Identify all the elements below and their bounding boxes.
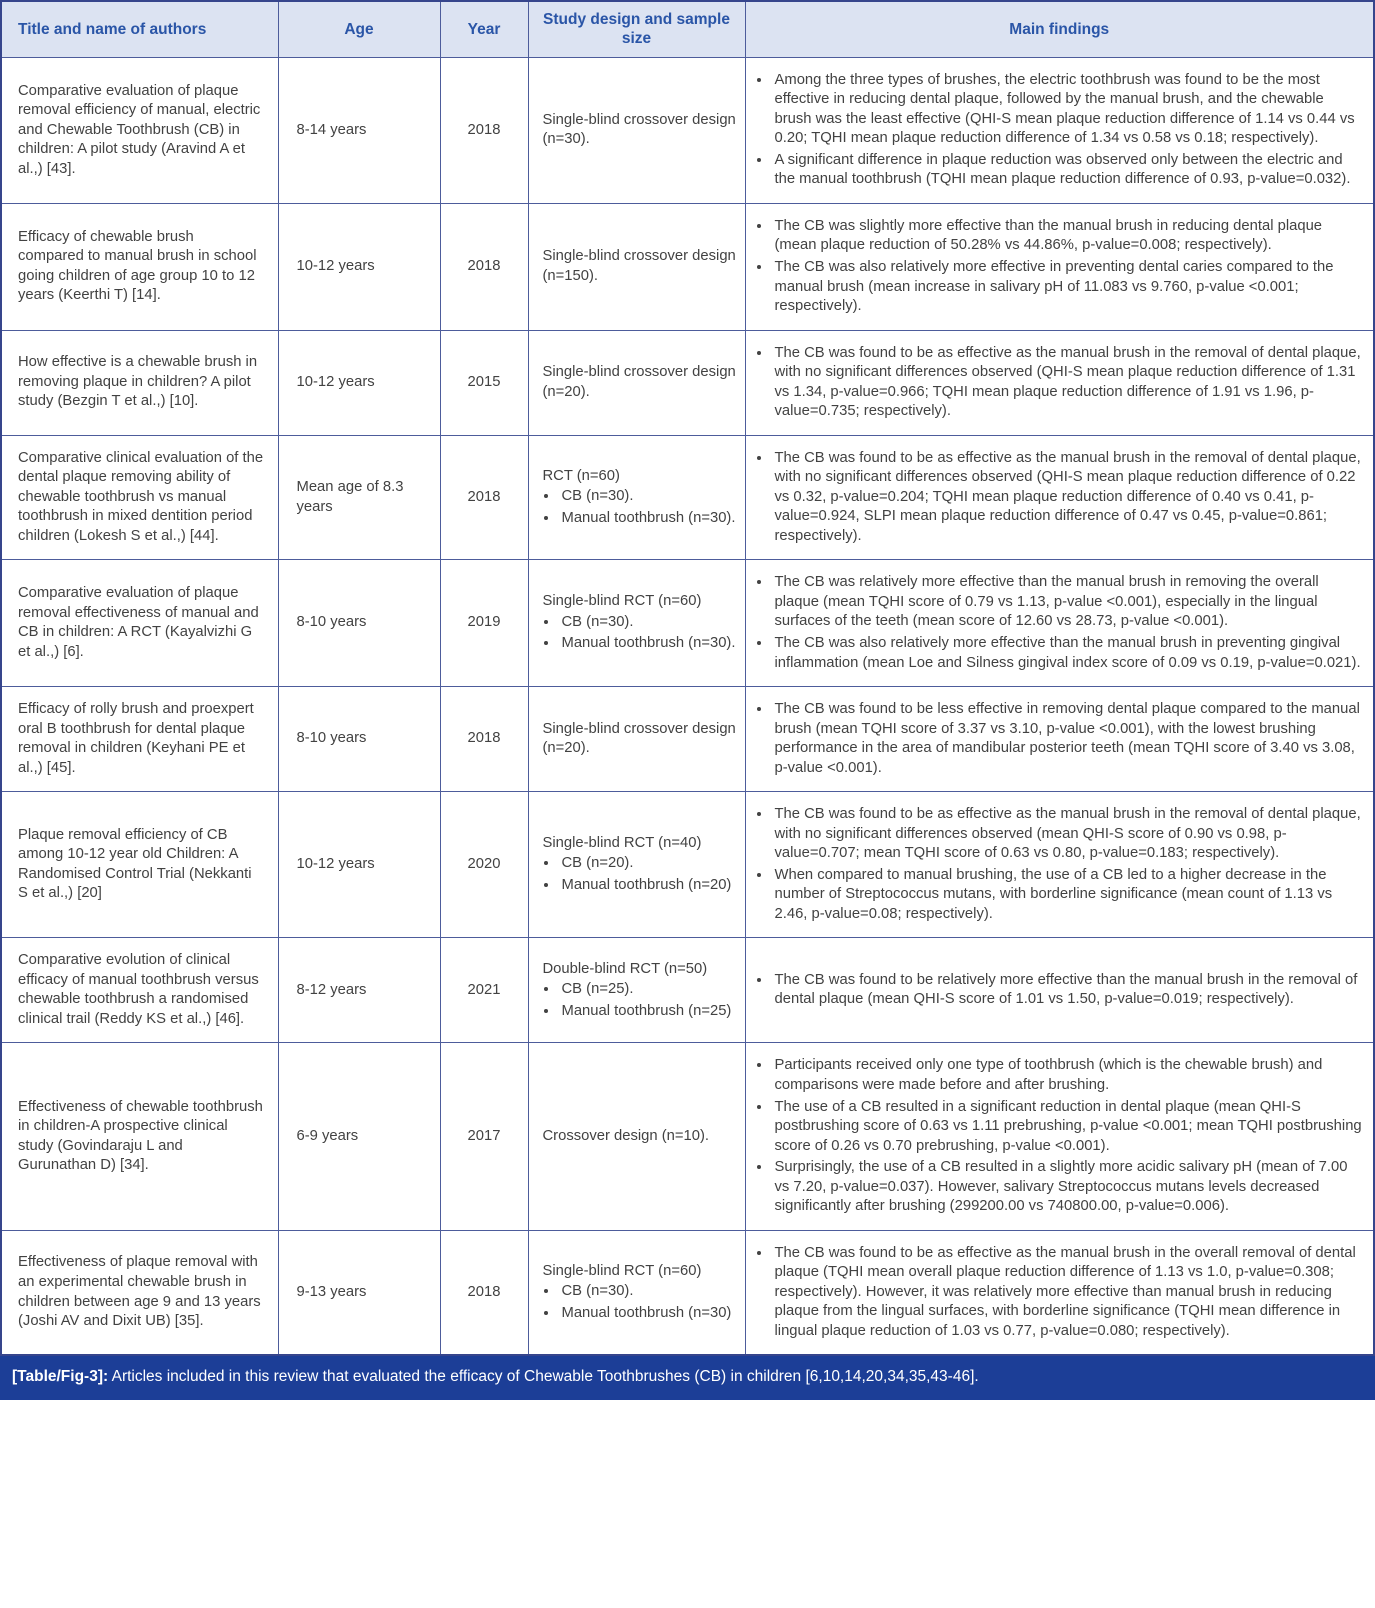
findings-cell [745, 57, 1374, 203]
study-arms-list [543, 487, 737, 528]
findings-list [754, 971, 1364, 1010]
study-design-text: RCT (n=60) [542, 467, 620, 484]
study-arms-list [543, 980, 737, 1021]
table-row [1, 57, 1374, 203]
table-row [1, 203, 1374, 330]
age-cell: 8-10 years [278, 687, 440, 792]
age-cell: 10-12 years [278, 203, 440, 330]
study-design-text: Crossover design (n=10). [542, 1127, 710, 1144]
table-row [1, 1230, 1374, 1355]
study-arm-item: • Manual toothbrush (n=30). [559, 634, 737, 654]
study-design-cell [528, 560, 745, 687]
study-design-text: Double-blind RCT (n=50) [542, 960, 708, 977]
age-cell: 6-9 years [278, 1043, 440, 1230]
study-design-cell [528, 687, 745, 792]
year-cell: 2021 [440, 938, 528, 1043]
age-cell: Mean age of 8.3 years [278, 435, 440, 560]
study-arm-item: • Manual toothbrush (n=30) [559, 1304, 737, 1324]
caption-text: Articles included in this review that evaluated the efficacy of Chewable Toothbrushes (CB) in children [6,10,14,20,34,35,43-46]. [111, 1368, 979, 1386]
study-arm-item: • CB (n=20). [559, 854, 737, 874]
table-row [1, 938, 1374, 1043]
study-arm-item: • CB (n=30). [559, 487, 737, 507]
finding-item: • The CB was found to be as effective as the manual brush in the overall removal of dental plaque (TQHI mean overall plaque reduction difference of 1.13 vs 1.0, p-value=0.308; respectively). However, it was relatively more effective than manual brush in reducing plaque from the lingual surfaces, with borderline significance (TQHI mean difference in lingual plaque reduction of 1.03 vs 0.77, p-value=0.080; respectively). [772, 1244, 1364, 1342]
finding-item: • The CB was also relatively more effective in preventing dental caries compared to the manual brush (mean increase in salivary pH of 11.083 vs 9.760, p-value <0.001; respectively). [772, 258, 1364, 317]
study-design-text: Single-blind RCT (n=60) [542, 593, 702, 610]
finding-item: • Among the three types of brushes, the electric toothbrush was found to be the most effective in reducing dental plaque, followed by the manual brush, and the chewable brush was the least effective (QHI-S mean plaque reduction difference of 1.14 vs 0.44 vs 0.20; TQHI mean plaque reduction difference of 1.34 vs 0.58 vs 0.18; respectively). [772, 71, 1364, 149]
finding-item: • Participants received only one type of toothbrush (which is the chewable brush) and comparisons were made before and after brushing. [772, 1056, 1364, 1095]
finding-item: • The CB was also relatively more effective than the manual brush in preventing gingival inflammation (mean Loe and Silness gingival index score of 0.09 vs 0.19, p-value=0.021). [772, 634, 1364, 673]
findings-list [754, 1056, 1364, 1216]
title-cell: Effectiveness of chewable toothbrush in children-A prospective clinical study (Govindaraju L and Gurunathan D) [34]. [1, 1043, 278, 1230]
findings-cell [745, 203, 1374, 330]
title-cell: Efficacy of chewable brush compared to manual brush in school going children of age group 10 to 12 years (Keerthi T) [14]. [1, 203, 278, 330]
table-row [1, 1043, 1374, 1230]
year-cell: 2019 [440, 560, 528, 687]
study-design-text: Single-blind RCT (n=60) [542, 1262, 702, 1279]
study-arm-item: • CB (n=30). [559, 1282, 737, 1302]
table-body [1, 57, 1374, 1355]
findings-list [754, 805, 1364, 924]
finding-item: • When compared to manual brushing, the use of a CB led to a higher decrease in the number of Streptococcus mutans, with borderline significance (mean count of 1.13 vs 2.46, p-value=0.08; respectively). [772, 866, 1364, 925]
findings-list [754, 344, 1364, 422]
table-row [1, 560, 1374, 687]
year-cell: 2020 [440, 792, 528, 938]
finding-item: • The CB was found to be relatively more effective than the manual brush in the removal of dental plaque (mean QHI-S score of 1.01 vs 1.50, p-value=0.019; respectively). [772, 971, 1364, 1010]
study-arm-item: • CB (n=25). [559, 980, 737, 1000]
study-design-text: Single-blind crossover design (n=20). [542, 364, 736, 400]
finding-item: • A significant difference in plaque reduction was observed only between the electric and the manual toothbrush (TQHI mean plaque reduction difference of 0.93, p-value=0.032). [772, 151, 1364, 190]
age-cell: 8-14 years [278, 57, 440, 203]
finding-item: • The CB was found to be as effective as the manual brush in the removal of dental plaque, with no significant differences observed (QHI-S mean plaque reduction difference of 1.31 vs 1.34, p-value=0.966; TQHI mean plaque reduction difference of 1.91 vs 1.96, p-value=0.735; respectively). [772, 344, 1364, 422]
age-cell: 10-12 years [278, 792, 440, 938]
study-arms-list [543, 1282, 737, 1323]
title-cell: Plaque removal efficiency of CB among 10-12 year old Children: A Randomised Control Trial (Nekkanti S et al.,) [20] [1, 792, 278, 938]
findings-list [754, 449, 1364, 547]
year-cell: 2018 [440, 57, 528, 203]
finding-item: • The CB was relatively more effective than the manual brush in removing the overall plaque (mean TQHI score of 0.79 vs 1.13, p-value <0.001), especially in the lingual surfaces of the teeth (mean score of 12.60 vs 28.73, p-value <0.001). [772, 573, 1364, 632]
findings-list [754, 217, 1364, 317]
title-cell: Efficacy of rolly brush and proexpert oral B toothbrush for dental plaque removal in children (Keyhani PE et al.,) [45]. [1, 687, 278, 792]
study-arm-item: • CB (n=30). [559, 613, 737, 633]
findings-cell [745, 560, 1374, 687]
study-arm-item: • Manual toothbrush (n=30). [559, 509, 737, 529]
findings-list [754, 573, 1364, 673]
findings-cell [745, 1230, 1374, 1355]
study-design-cell [528, 1230, 745, 1355]
title-cell: Comparative evolution of clinical efficacy of manual toothbrush versus chewable toothbrush a randomised clinical trail (Reddy KS et al.,) [46]. [1, 938, 278, 1043]
findings-list [754, 1244, 1364, 1342]
year-cell: 2018 [440, 435, 528, 560]
study-design-text: Single-blind crossover design (n=20). [542, 720, 736, 757]
year-cell: 2018 [440, 203, 528, 330]
title-cell: Comparative clinical evaluation of the dental plaque removing ability of chewable toothbrush vs manual toothbrush in mixed dentition period children (Lokesh S et al.,) [44]. [1, 435, 278, 560]
study-design-cell [528, 203, 745, 330]
study-design-text: Single-blind crossover design (n=30). [542, 111, 736, 148]
year-cell: 2017 [440, 1043, 528, 1230]
findings-list [754, 700, 1364, 778]
findings-cell [745, 435, 1374, 560]
column-header-title-authors: Title and name of authors [1, 1, 278, 57]
year-cell: 2015 [440, 330, 528, 435]
age-cell: 8-12 years [278, 938, 440, 1043]
year-cell: 2018 [440, 1230, 528, 1355]
table-row [1, 792, 1374, 938]
study-design-text: Single-blind crossover design (n=150). [542, 248, 736, 284]
table-row [1, 330, 1374, 435]
study-design-cell [528, 792, 745, 938]
study-arms-list [543, 613, 737, 654]
title-cell: Effectiveness of plaque removal with an experimental chewable brush in children between age 9 and 13 years (Joshi AV and Dixit UB) [35]. [1, 1230, 278, 1355]
column-header-year: Year [440, 1, 528, 57]
study-design-cell [528, 435, 745, 560]
finding-item: • The CB was found to be less effective in removing dental plaque compared to the manual brush (mean TQHI score of 3.37 vs 3.10, p-value <0.001), with the lowest brushing performance in the area of mandibular posterior teeth (mean TQHI score of 3.40 vs 3.08, p-value <0.001). [772, 700, 1364, 778]
age-cell: 10-12 years [278, 330, 440, 435]
study-design-text: Single-blind RCT (n=40) [542, 834, 702, 851]
column-header-main-findings: Main findings [745, 1, 1374, 57]
finding-item: • Surprisingly, the use of a CB resulted in a slightly more acidic salivary pH (mean of 7.00 vs 7.20, p-value=0.037). However, salivary Streptococcus mutans levels decreased significantly after brushing (299200.00 vs 740800.00, p-value=0.006). [772, 1158, 1364, 1217]
study-design-cell [528, 1043, 745, 1230]
title-cell: Comparative evaluation of plaque removal effectiveness of manual and CB in children: A RCT (Kayalvizhi G et al.,) [6]. [1, 560, 278, 687]
findings-cell [745, 938, 1374, 1043]
year-cell: 2018 [440, 687, 528, 792]
age-cell: 8-10 years [278, 560, 440, 687]
column-header-study-design: Study design and sample size [528, 1, 745, 57]
table-row [1, 435, 1374, 560]
study-design-cell [528, 330, 745, 435]
finding-item: • The CB was found to be as effective as the manual brush in the removal of dental plaque, with no significant differences observed (QHI-S mean plaque reduction difference of 0.22 vs 0.32, p-value=0.204; TQHI mean plaque reduction difference of 0.40 vs 0.41, p-value=0.924, SLPI mean plaque reduction difference of 0.47 vs 0.45, p-value=0.861; respectively). [772, 449, 1364, 547]
findings-cell [745, 687, 1374, 792]
findings-list [754, 71, 1364, 190]
title-cell: Comparative evaluation of plaque removal efficiency of manual, electric and Chewable Toothbrush (CB) in children: A pilot study (Aravind A et al.,) [43]. [1, 57, 278, 203]
finding-item: • The CB was slightly more effective than the manual brush in reducing dental plaque (mean plaque reduction of 50.28% vs 44.86%, p-value=0.008; respectively). [772, 217, 1364, 256]
finding-item: • The use of a CB resulted in a significant reduction in dental plaque (mean QHI-S postbrushing score of 0.63 vs 1.11 prebrushing, p-value <0.001; mean TQHI postbrushing score of 0.26 vs 0.70 prebrushing, p-value <0.001). [772, 1098, 1364, 1157]
table-caption [0, 1356, 1375, 1399]
findings-cell [745, 330, 1374, 435]
study-arm-item: • Manual toothbrush (n=20) [559, 876, 737, 896]
study-design-cell [528, 938, 745, 1043]
table-header [1, 1, 1374, 57]
study-arms-list [543, 854, 737, 895]
age-cell: 9-13 years [278, 1230, 440, 1355]
table-row [1, 687, 1374, 792]
caption-label: [Table/Fig-3]: [12, 1368, 109, 1386]
findings-cell [745, 792, 1374, 938]
findings-cell [745, 1043, 1374, 1230]
study-arm-item: • Manual toothbrush (n=25) [559, 1002, 737, 1022]
study-design-cell [528, 57, 745, 203]
header-row [1, 1, 1374, 57]
finding-item: • The CB was found to be as effective as the manual brush in the removal of dental plaque, with no significant differences observed (mean QHI-S score of 0.90 vs 0.98, p-value=0.707; mean TQHI score of 0.63 vs 0.80, p-value=0.183; respectively). [772, 805, 1364, 864]
title-cell: How effective is a chewable brush in removing plaque in children? A pilot study (Bezgin T et al.,) [10]. [1, 330, 278, 435]
column-header-age: Age [278, 1, 440, 57]
